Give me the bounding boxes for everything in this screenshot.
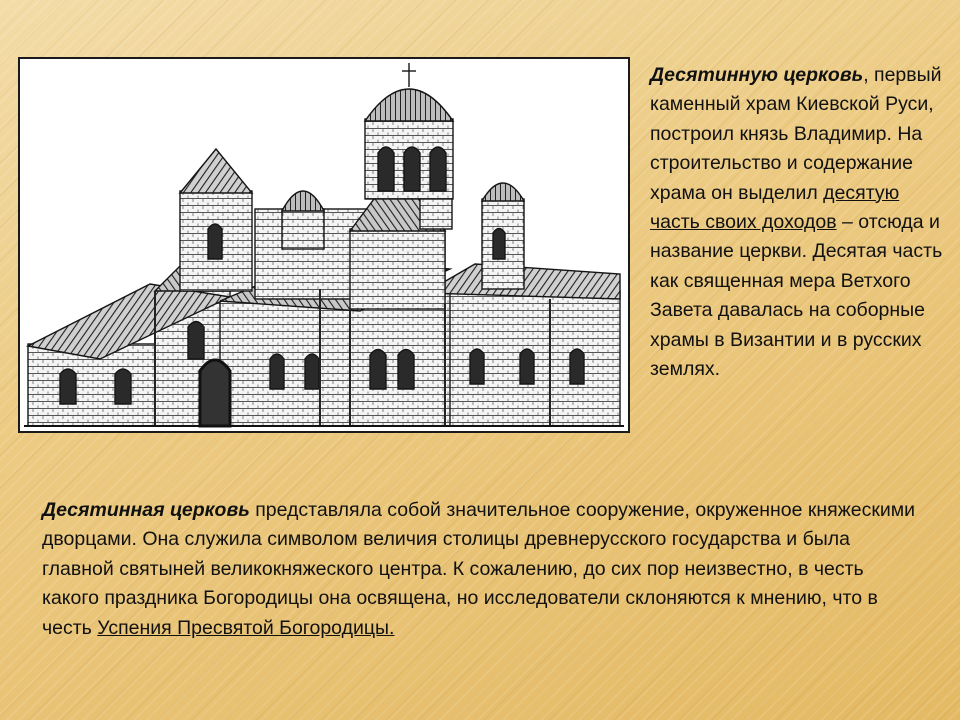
bottom-paragraph	[42, 496, 922, 643]
bottom-term: Десятинная церковь	[42, 499, 250, 521]
side-text-part1: , первый каменный храм Киевской Руси, построил князь Владимир. На строительство и содержание храма он выделил	[650, 64, 942, 204]
bottom-text-part1: представляла собой значительное сооружение, окруженное княжескими дворцами. Она служила символом величия столицы древнерусского государства и была главной святыней великокняжеского центра. К сожалению, до сих пор неизвестно, в честь какого праздника Богородицы она освящена, но исследователи склоняются к мнению, что в честь	[42, 499, 916, 639]
side-paragraph	[650, 61, 950, 384]
side-text-part2: – отсюда и название церкви. Десятая часть как священная мера Ветхого Завета давалась на соборные храмы в Византии и в русских землях.	[650, 211, 943, 381]
side-term: Десятинную церковь	[650, 64, 864, 86]
side-underlined-phrase: десятую часть своих доходов	[650, 181, 900, 234]
church-engraving	[20, 59, 628, 431]
church-illustration-frame	[18, 57, 630, 433]
bottom-underlined-phrase: Успения Пресвятой Богородицы.	[97, 616, 395, 639]
